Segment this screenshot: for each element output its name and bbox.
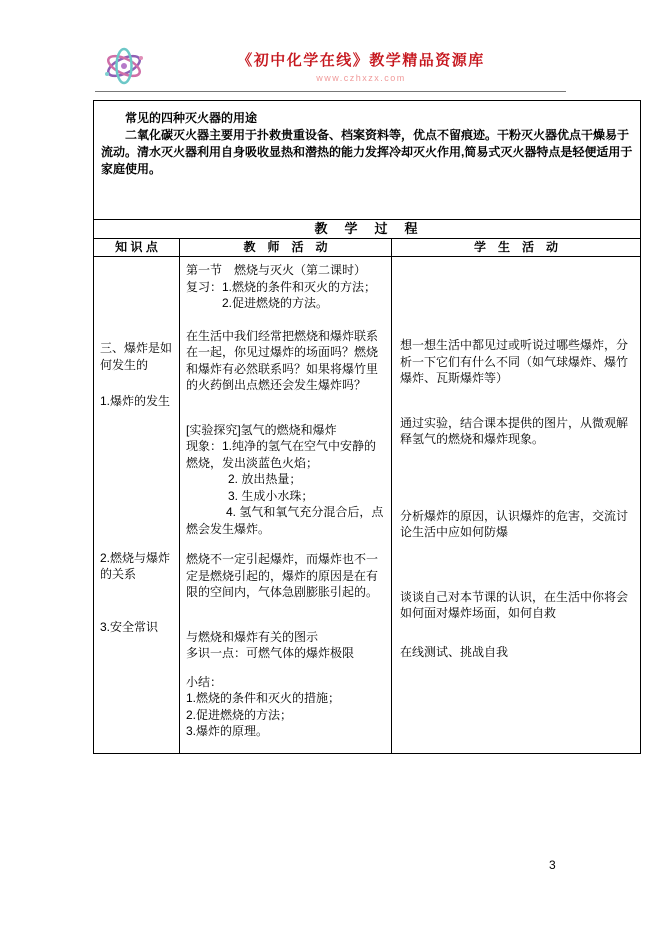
teacher-activity-paragraph: 3. 生成小水珠； [228,488,314,503]
student-activity-paragraph: 分析爆炸的原因，认识爆炸的危害，交流讨论生活中应如何防爆 [400,508,629,539]
site-title: 《初中化学在线》教学精品资源库 [237,52,485,69]
intro-heading: 常见的四种灭火器的用途 [125,111,258,125]
intro-body: 二氧化碳灭火器主要用于扑救贵重设备、档案资料等，优点不留痕迹。干粉灭火器优点干燥易于流动。清水灭火器利用自身吸收显热和潜热的能力发挥冷却灭火作用,简易式灭火器特点是轻便适用于家庭使用。 [101,128,633,176]
knowledge-point: 三、爆炸是如何发生的 [100,341,173,372]
teacher-activity-paragraph: 与燃烧和爆炸有关的图示 [186,629,319,644]
teacher-activity-paragraph: 现象：1.纯净的氢气在空气中安静的燃烧，发出淡蓝色火焰； [186,439,377,470]
page-number: 3 [549,858,556,872]
teacher-activity-paragraph: 2.促进燃烧的方法。 [222,296,329,310]
teacher-activity-paragraph: 小结： [186,674,223,689]
header-divider [95,91,566,92]
student-activity-paragraph: 通过实验，结合课本提供的图片，从微观解释氢气的燃烧和爆炸现象。 [400,415,629,446]
teacher-activity-paragraph: [实验探究]氢气的燃烧和爆炸 [186,422,337,437]
site-header [96,44,566,88]
lesson-plan-table [93,100,641,754]
teacher-activity-paragraph: 2.促进燃烧的方法； [186,707,293,722]
teacher-activity-paragraph: 1.燃烧的条件和灭火的措施； [186,691,341,705]
teacher-activity-paragraph: 3.爆炸的原理。 [186,724,269,738]
extinguisher-intro-cell [94,101,640,220]
atom-logo-icon [96,46,156,86]
teacher-activity-paragraph: 4. 氢气和氧气充分混合后，点燃会发生爆炸。 [186,505,384,536]
column-header-teacher: 教 师 活 动 [179,239,391,256]
column-header-knowledge: 知 识 点 [115,240,158,254]
teacher-activity-paragraph: 多识一点：可燃气体的爆炸极限 [186,646,355,660]
teacher-activity-paragraph: 2. 放出热量； [228,472,302,486]
knowledge-point: 3.安全常识 [100,619,159,634]
student-activity-paragraph: 在线测试、挑战自我 [400,644,509,659]
header-text [156,49,566,83]
knowledge-point: 1.爆炸的发生 [100,394,171,408]
knowledge-points-cell [94,257,179,753]
table-body-row [94,257,640,753]
student-activity-paragraph: 想一想生活中都见过或听说过哪些爆炸，分析一下它们有什么不同（如气球爆炸、爆竹爆炸、瓦斯爆炸等） [400,338,629,385]
teacher-activity-cell [179,257,391,753]
column-header-student: 学 生 活 动 [391,239,640,256]
site-url-link[interactable]: www.czhxzx.com [316,73,406,83]
knowledge-point: 2.燃烧与爆炸的关系 [100,550,171,581]
teacher-activity-paragraph: 第一节 燃烧与灭火（第二课时） [186,263,367,277]
teacher-activity-paragraph: 在生活中我们经常把燃烧和爆炸联系在一起，你见过爆炸的场面吗？燃烧和爆炸有必然联系吗？如果将爆竹里的火药倒出点燃还会发生爆炸吗？ [186,328,379,392]
student-activity-paragraph: 谈谈自己对本节课的认识，在生活中你将会如何面对爆炸场面，如何自救 [400,589,629,620]
teacher-activity-paragraph: 燃烧不一定引起爆炸，而爆炸也不一定是燃烧引起的，爆炸的原因是在有限的空间内，气体急剧膨胀引起的。 [186,552,379,599]
student-activity-cell [391,257,640,753]
teacher-activity-paragraph: 复习：1.燃烧的条件和灭火的方法； [186,279,377,294]
column-header-row [94,239,640,257]
teaching-process-header: 教 学 过 程 [94,220,640,239]
